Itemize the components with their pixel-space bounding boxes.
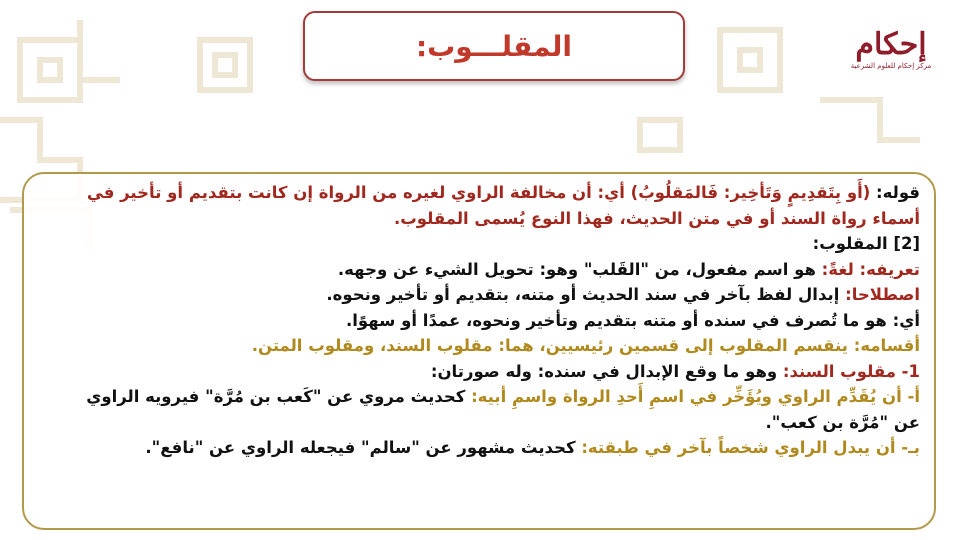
text-segment: كحديث مروي عن "كَعب بن مُرَّة" فيرويه الراوي [86,387,466,406]
text-segment: عن "مُرَّة بن كعب". [765,412,920,432]
page-title: المقلـــوب: [415,29,573,63]
text-segment: أسماء رواة السند أو في متن الحديث، فهذا النوع يُسمى المقلوب. [393,208,920,228]
content-line [38,282,920,308]
logo-subtitle: مركز إحكام للعلوم الشرعية [850,62,932,70]
content-line [38,257,920,283]
content-line [38,410,920,436]
text-segment: قوله: [870,183,920,202]
content-line [38,333,920,359]
title-box [303,11,685,81]
text-segment: أي: هو ما تُصرف في سنده أو متنه بتقديم وتأخير ونحوه، عمدًا أو سهوًا. [346,310,920,330]
text-segment: أقسامه: ينقسم المقلوب إلى قسمين رئيسيين، هما: مقلوب السند، ومقلوب المتن. [251,336,920,355]
text-segment: هو اسم مفعول، من "القَلب" وهو: تحويل الشيء عن وجهه. [337,259,816,279]
content-line [38,435,920,461]
content-line [38,359,920,385]
text-segment: تعريفه: لغةً: [815,259,920,279]
text-segment: أ- أن يُقَدِّم الراوي ويُؤَخِّر في اسمِ أَحدِ الرواة واسمِ أبيه: [465,387,920,406]
logo-mark: إحكام [855,27,927,62]
text-segment: 1- مقلوب السند: [777,361,920,381]
text-segment: إبدال لفظ بآخر في سند الحديث أو متنه، بتقديم أو تأخير ونحوه. [326,285,840,304]
content-line [38,206,920,232]
text-segment: وهو ما وقع الإبدال في سنده: وله صورتان: [430,361,778,381]
content-line [38,384,920,410]
text-segment: بـ- أن يبدل الراوي شخصاً بآخر في طبقته: [575,438,920,457]
content-box [22,172,936,530]
logo [846,28,936,98]
content-line [38,308,920,334]
content-line [38,180,920,206]
text-segment: (أَو بِتَقدِيمٍ وَتَأخِير: فَالمَقلُوبُ) أي: أن مخالفة الراوي لغيره من الرواة إن كانت بتقديم أو تأخير في [86,183,871,202]
text-segment: اصطلاحا: [839,285,920,304]
content-line [38,231,920,257]
text-segment: كحديث مشهور عن "سالم" فيجعله الراوي عن "نافع". [145,438,576,457]
text-segment: [2] المقلوب: [812,234,920,253]
